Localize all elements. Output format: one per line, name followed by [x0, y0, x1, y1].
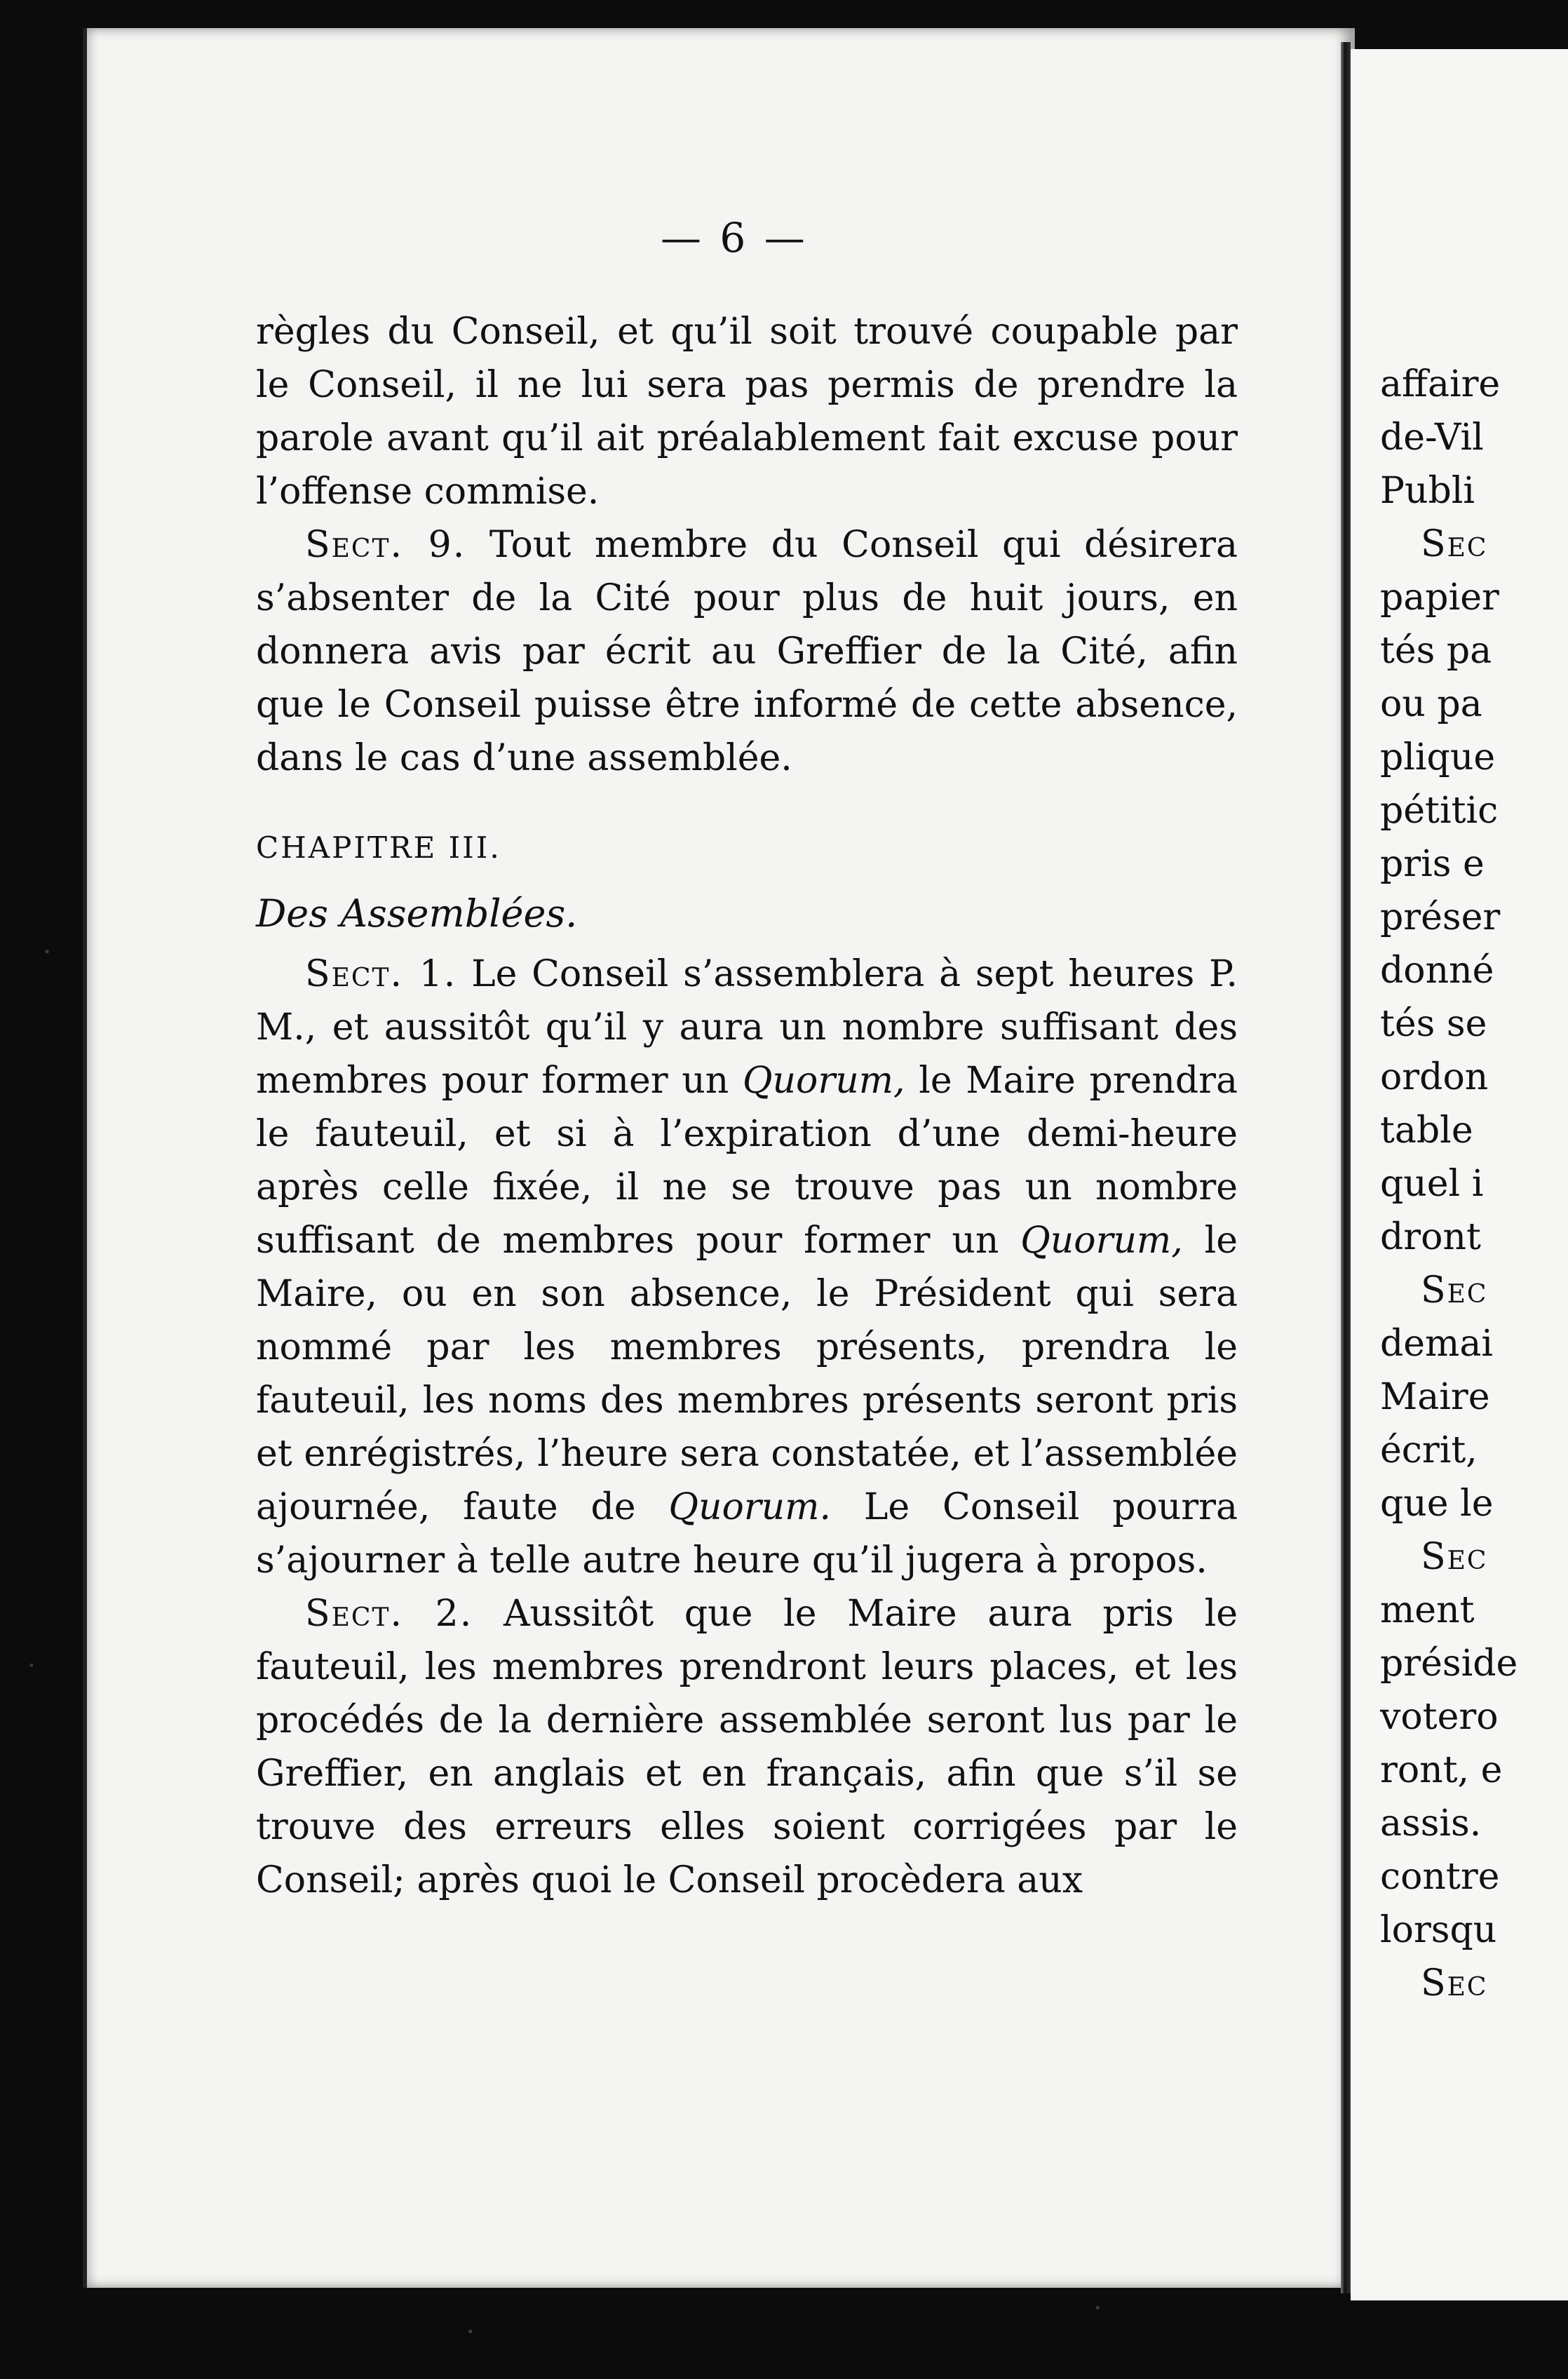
paragraph-text: le Maire prendra le fauteuil, et si à l’expiration d’une demi-heure après celle fixée, il ne se trouve pas un nombre suffisant de membres pour former un — [256, 1060, 1238, 1262]
left-page-text — [256, 305, 1238, 1907]
right-line: demai — [1380, 1323, 1494, 1365]
right-line: Sec — [1421, 523, 1488, 565]
right-line: plique — [1380, 736, 1496, 779]
right-line: pris e — [1380, 843, 1485, 885]
right-line: papier — [1380, 577, 1499, 619]
paragraph-sect-2 — [256, 1587, 1238, 1907]
right-line: lorsqu — [1380, 1909, 1497, 1951]
right-line: tés se — [1380, 1003, 1487, 1045]
right-line: assis. — [1380, 1802, 1482, 1845]
right-line: de-Vil — [1380, 417, 1484, 459]
right-line: tés pa — [1380, 630, 1492, 672]
right-line: votero — [1380, 1696, 1499, 1738]
quorum-term: Quorum. — [668, 1486, 832, 1528]
paragraph-sect-1 — [256, 948, 1238, 1587]
right-line: affaire — [1380, 363, 1501, 405]
right-page — [1351, 49, 1568, 2300]
right-line: Maire — [1380, 1376, 1490, 1418]
chapter-subtitle: Des Assemblées. — [256, 891, 578, 936]
right-line: quel i — [1380, 1163, 1484, 1205]
right-line: écrit, — [1380, 1429, 1478, 1471]
paragraph-text: Le Conseil pourra s’ajourner à telle autre heure qu’il jugera à propos. — [256, 1486, 1238, 1582]
paragraph-text: Tout membre du Conseil qui désirera s’absenter de la Cité pour plus de huit jours, en donnera avis par écrit au Greffier de la Cité, afin que le Conseil puisse être informé de cette absence, dans le cas d’une assemblée. — [256, 524, 1238, 779]
paragraph-text: le Maire, ou en son absence, le Président qui sera nommé par les membres présents, prendra le fauteuil, les noms des membres présents seront pris et enrégistrés, l’heure sera constatée, et l’assemblée ajournée, faute de — [256, 1220, 1238, 1528]
right-line: Sec — [1421, 1962, 1488, 2004]
section-label: Sect. 9. — [305, 524, 466, 566]
right-line: préser — [1380, 896, 1501, 938]
right-line: ront, e — [1380, 1749, 1503, 1791]
right-line: Publi — [1380, 470, 1475, 512]
right-line: ment — [1380, 1589, 1475, 1631]
page-number: — 6 — — [661, 214, 808, 262]
paragraph-text: Aussitôt que le Maire aura pris le fauteuil, les membres prendront leurs places, et les procédés de la dernière assemblée seront lus par le Greffier, en anglais et en français, afin que s’il se trouve des erreurs elles soient corrigées par le Conseil; après quoi le Conseil procèdera aux — [256, 1593, 1238, 1901]
paragraph-sect-9 — [256, 518, 1238, 785]
quorum-term: Quorum, — [1020, 1220, 1183, 1262]
right-line: pétitic — [1380, 790, 1499, 832]
right-line: préside — [1380, 1643, 1518, 1685]
section-label: Sect. 2. — [305, 1593, 473, 1635]
right-line: donné — [1380, 950, 1494, 992]
section-label: Sect. 1. — [305, 953, 457, 995]
right-line: que le — [1380, 1483, 1494, 1525]
quorum-term: Quorum, — [742, 1060, 905, 1102]
right-line: ordon — [1380, 1056, 1489, 1098]
right-line: Sec — [1421, 1269, 1488, 1312]
right-line: table — [1380, 1110, 1473, 1152]
paragraph-continuation: règles du Conseil, et qu’il soit trouvé coupable par le Conseil, il ne lui sera pas permis de prendre la parole avant qu’il ait préalablement fait excuse pour l’offense commise. — [256, 311, 1238, 513]
book-gutter — [1341, 42, 1351, 2293]
right-line: Sec — [1421, 1536, 1488, 1578]
chapter-title: CHAPITRE III. — [256, 830, 501, 865]
paragraph-text: Le Conseil s’assemblera à sept heures P. M., et aussitôt qu’il y aura un nombre suffisant des membres pour former un — [256, 953, 1238, 1102]
right-line: contre — [1380, 1856, 1500, 1898]
right-page-text — [1380, 358, 1568, 2010]
right-line: dront — [1380, 1216, 1481, 1258]
right-line: ou pa — [1380, 683, 1482, 725]
